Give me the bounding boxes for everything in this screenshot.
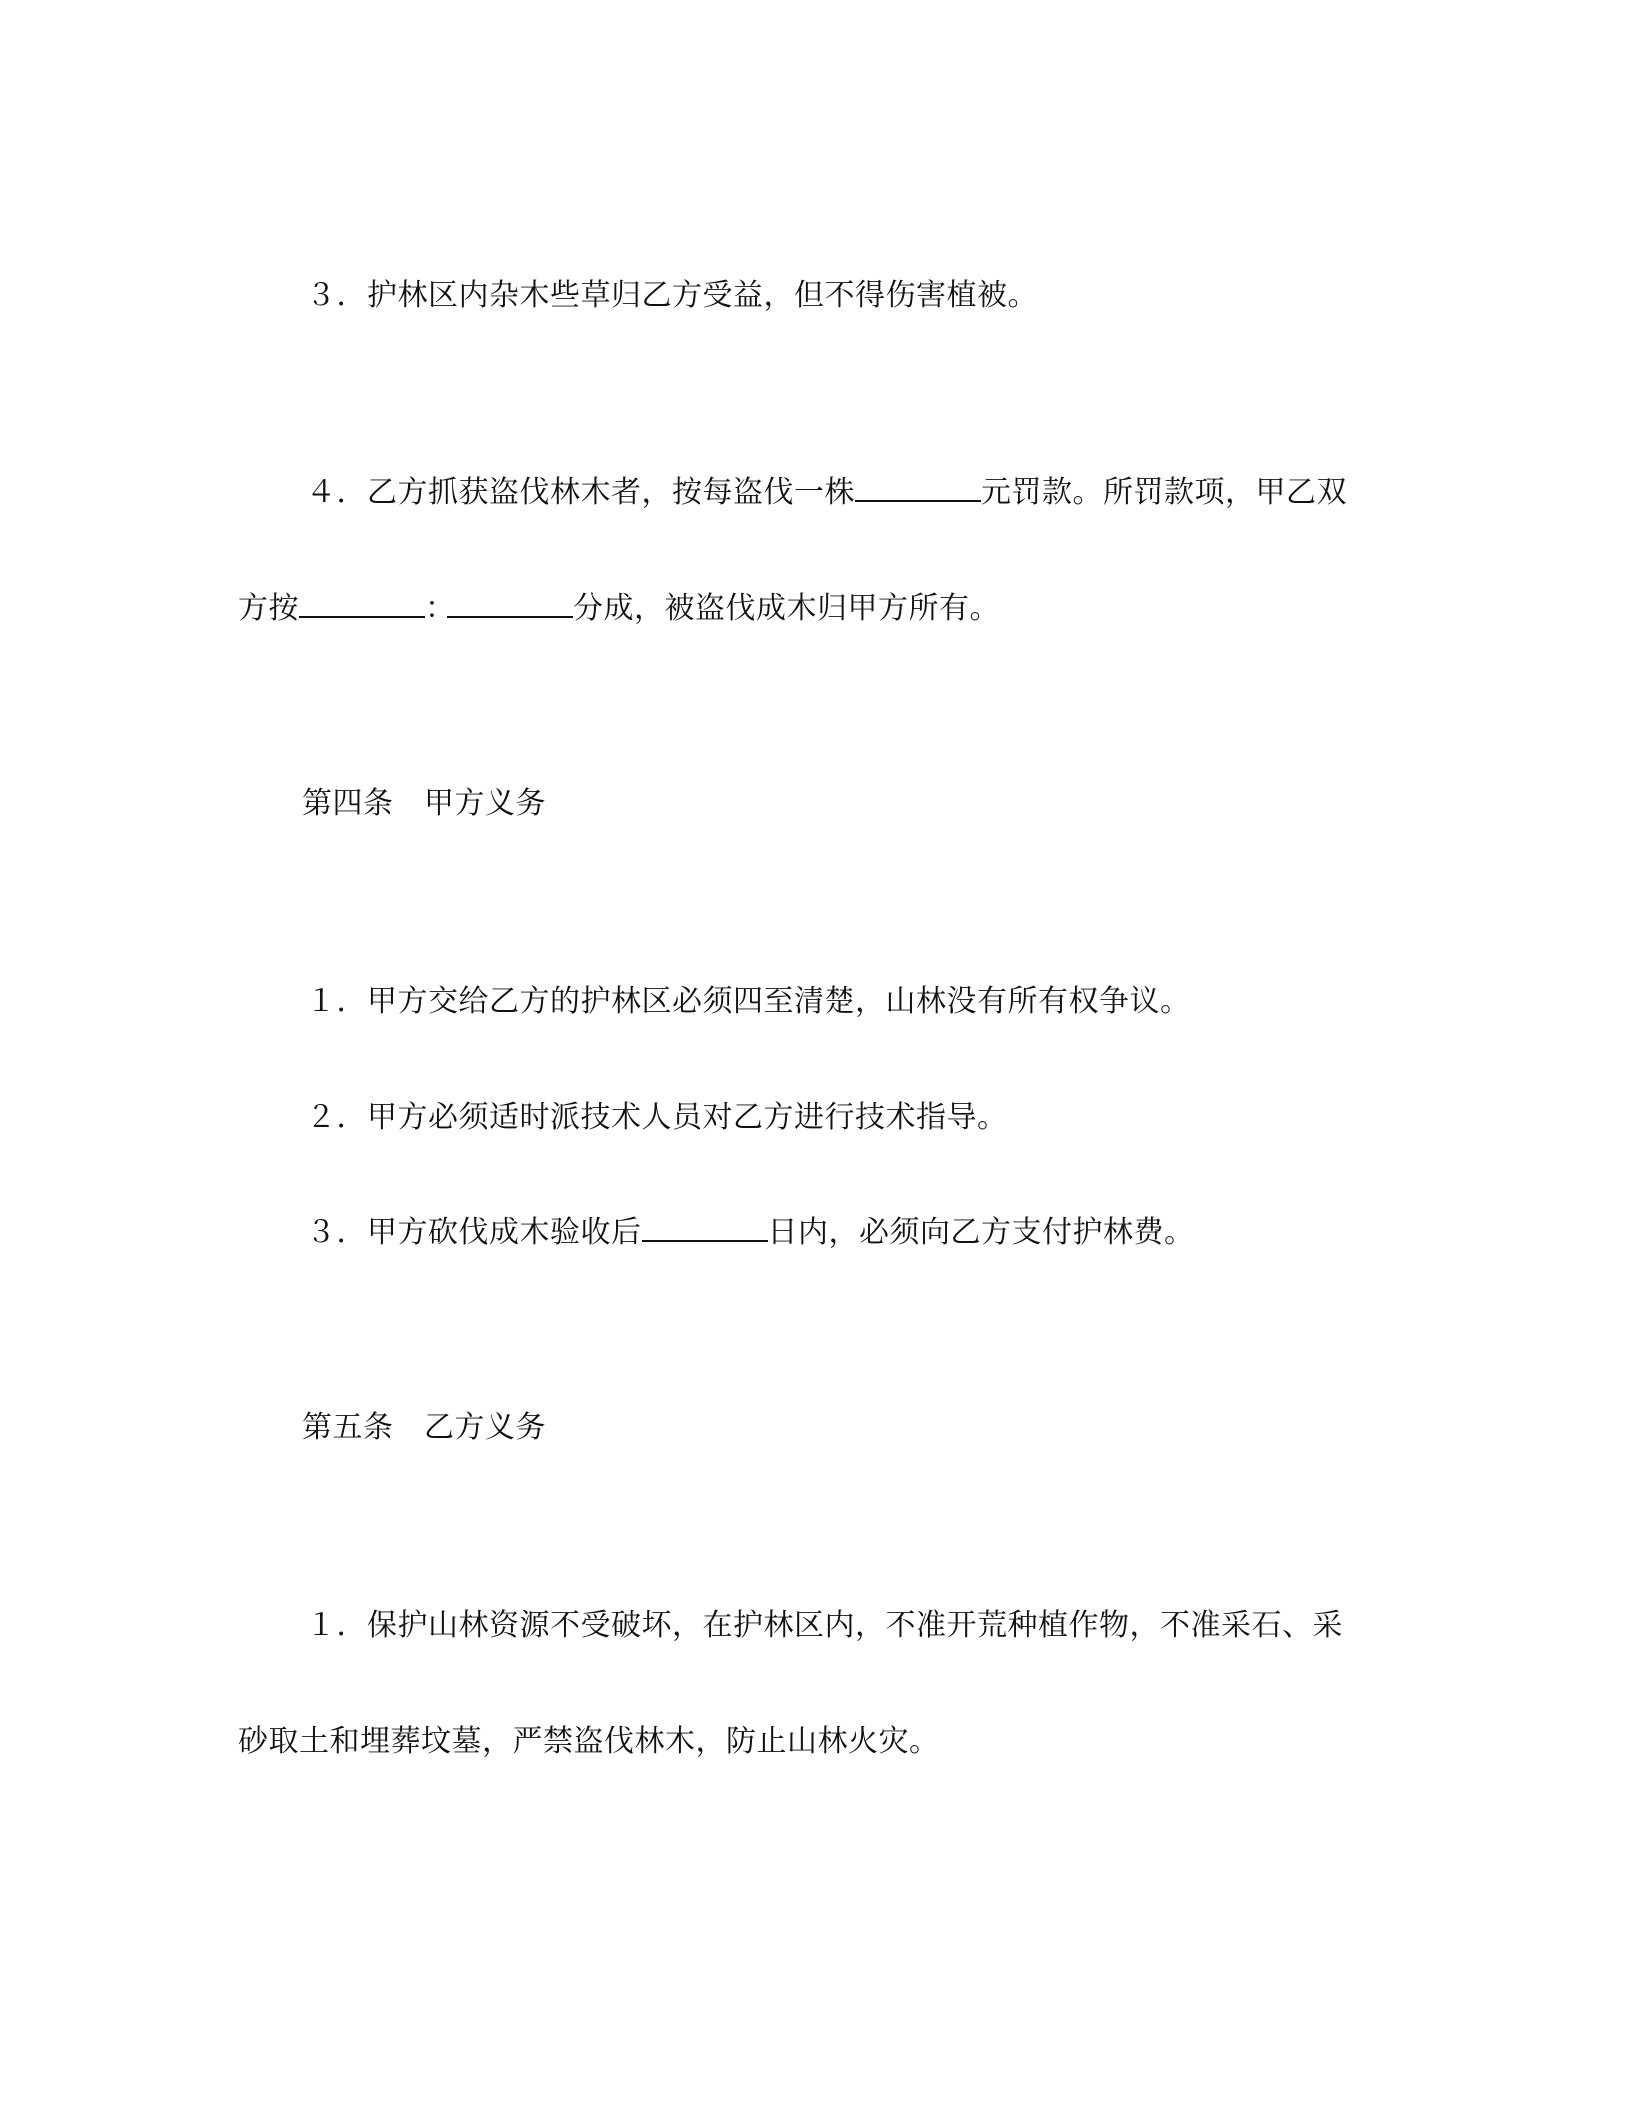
ratio-colon: ： <box>425 591 456 626</box>
article5-item1-line2 <box>238 1722 940 1762</box>
article4-item1-text: １．甲方交给乙方的护林区必须四至清楚，山林没有所有权争议。 <box>306 984 1191 1019</box>
article3-item3-text: ３．护林区内杂木些草归乙方受益，但不得伤害植被。 <box>306 278 1038 313</box>
ratio-first-blank <box>299 588 425 618</box>
article5-item1-line1 <box>306 1606 1343 1646</box>
article4-item3-text-a: ３．甲方砍伐成木验收后 <box>306 1215 642 1250</box>
article4-item1 <box>306 982 1191 1022</box>
payment-days-blank <box>642 1212 768 1242</box>
article5-item1-text-a: １．保护山林资源不受破坏，在护林区内，不准开荒种植作物，不准采石、采 <box>306 1608 1343 1643</box>
article5-heading-text: 第五条 乙方义务 <box>302 1410 546 1445</box>
article3-item3 <box>306 276 1038 316</box>
article4-heading <box>302 784 546 824</box>
article5-heading <box>302 1408 546 1448</box>
article3-item4-text-a: ４．乙方抓获盗伐林木者，按每盗伐一株 <box>306 475 855 510</box>
article3-item4-text-b: 元罚款。所罚款项，甲乙双 <box>981 475 1347 510</box>
ratio-second-blank <box>447 588 573 618</box>
article4-heading-text: 第四条 甲方义务 <box>302 786 546 821</box>
article3-item4-line1 <box>306 472 1347 513</box>
article3-item4-text-d: 分成，被盗伐成木归甲方所有。 <box>573 591 1000 626</box>
article3-item4-text-c: 方按 <box>238 591 299 626</box>
article4-item2-text: ２．甲方必须适时派技术人员对乙方进行技术指导。 <box>306 1100 1008 1135</box>
article4-item3-text-b: 日内，必须向乙方支付护林费。 <box>767 1215 1195 1250</box>
article4-item2 <box>306 1098 1008 1138</box>
fine-amount-blank <box>855 472 981 502</box>
article3-item4-line2 <box>238 588 1000 629</box>
article4-item3 <box>306 1212 1195 1253</box>
article5-item1-text-b: 砂取土和埋葬坟墓，严禁盗伐林木，防止山林火灾。 <box>238 1724 940 1759</box>
